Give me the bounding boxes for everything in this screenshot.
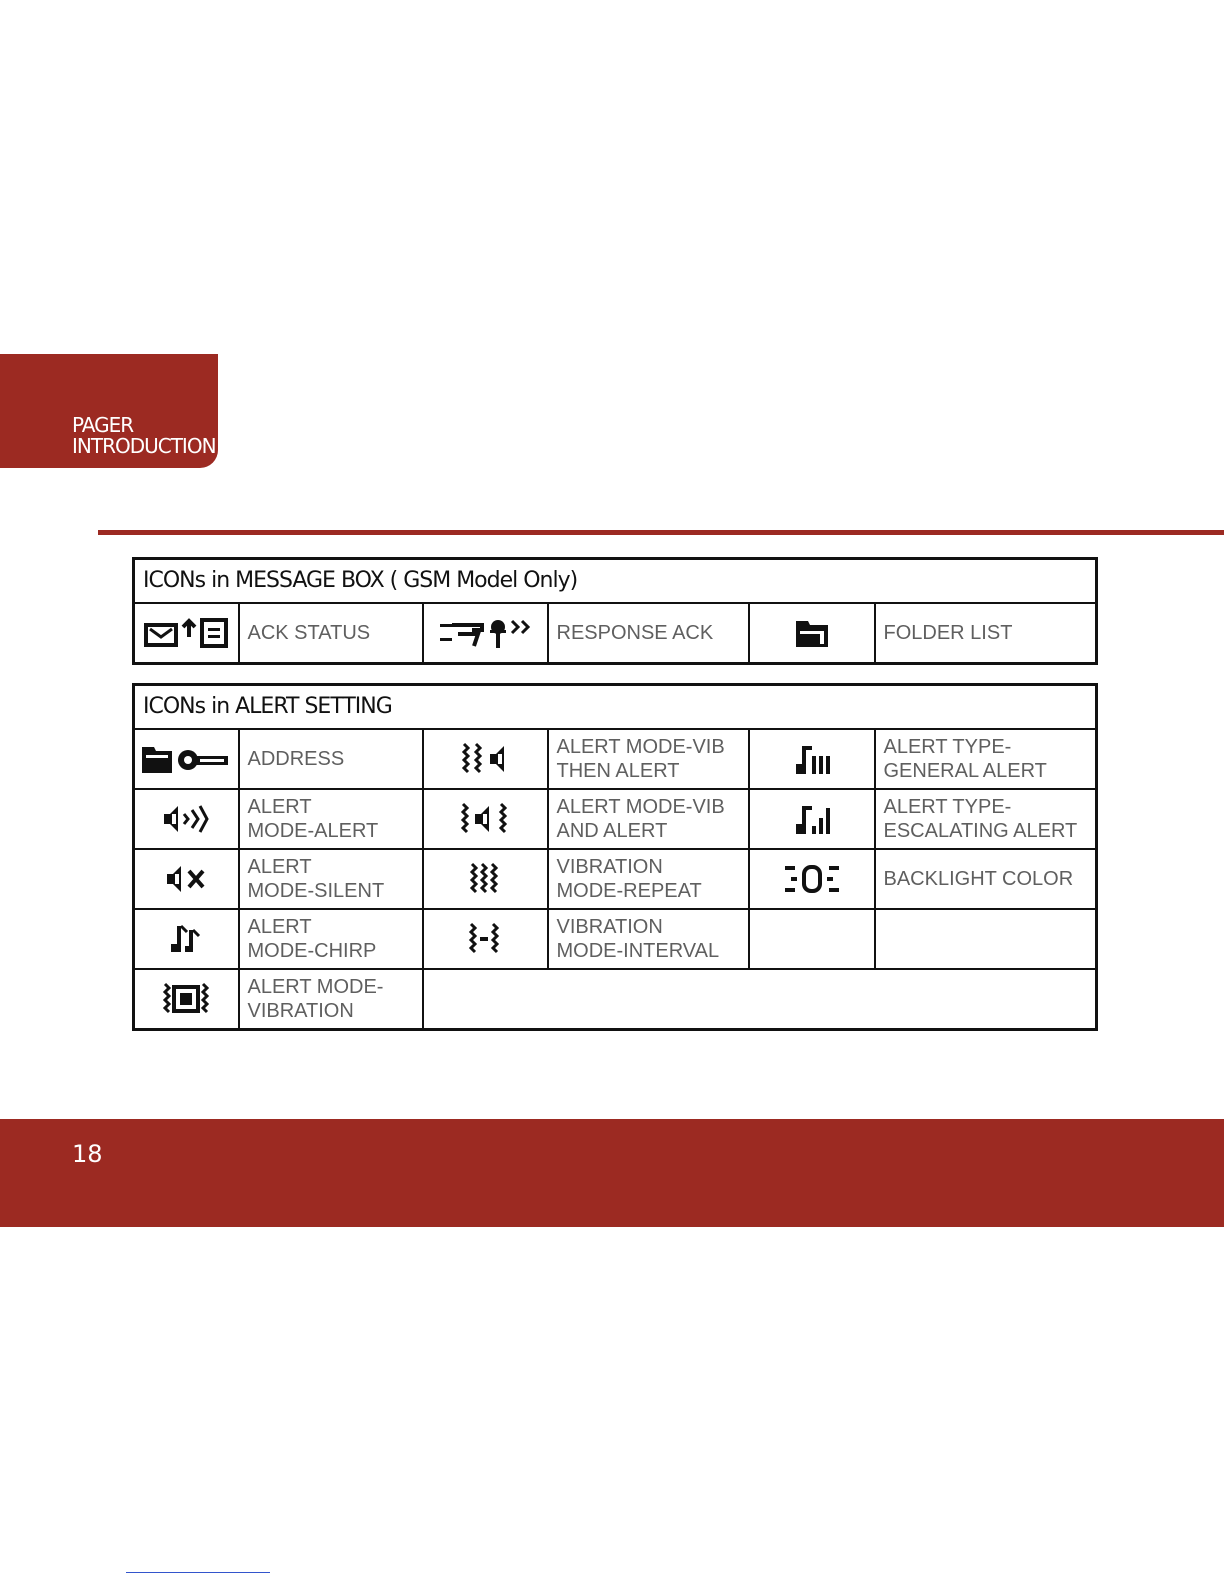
escalating-alert-line2: ESCALATING ALERT: [883, 820, 1078, 842]
ack-status-label: ACK STATUS: [239, 603, 423, 664]
general-alert-line1: ALERT TYPE-: [883, 736, 1012, 758]
general-alert-line2: GENERAL ALERT: [883, 760, 1047, 782]
vib-then-alert-line1: ALERT MODE-VIB: [556, 736, 725, 758]
mode-silent-line2: MODE-SILENT: [247, 880, 385, 902]
vib-and-alert-line1: ALERT MODE-VIB: [556, 796, 725, 818]
page-number: 18: [72, 1140, 103, 1168]
chirp-icon: [134, 909, 239, 969]
message-box-icons-table: [132, 557, 1098, 665]
alert-setting-header: ICONs in ALERT SETTING: [134, 685, 1097, 730]
escalating-alert-line1: ALERT TYPE-: [883, 796, 1012, 818]
mode-chirp-line1: ALERT: [247, 916, 312, 938]
vib-then-alert-label: [548, 729, 749, 789]
section-tab-line1: PAGER: [72, 413, 134, 437]
empty-cell: [423, 969, 1097, 1030]
vib-and-alert-label: [548, 789, 749, 849]
vibration-repeat-line1: VIBRATION: [556, 856, 663, 878]
mode-chirp-line2: MODE-CHIRP: [247, 940, 377, 962]
escalating-alert-label: [875, 789, 1097, 849]
response-ack-label: RESPONSE ACK: [548, 603, 749, 664]
vib-and-alert-line2: AND ALERT: [556, 820, 668, 842]
mode-vibration-label: [239, 969, 423, 1030]
vibration-icon: [134, 969, 239, 1030]
speaker-mute-icon: [134, 849, 239, 909]
section-divider: [98, 530, 1224, 535]
backlight-icon: [749, 849, 875, 909]
vib-and-alert-icon: [423, 789, 548, 849]
mode-alert-line2: MODE-ALERT: [247, 820, 379, 842]
section-tab-line2: INTRODUCTION: [72, 434, 216, 458]
ack-status-icon: [134, 603, 239, 664]
vibration-interval-label: [548, 909, 749, 969]
section-tab-label: [72, 415, 216, 457]
message-box-header: ICONs in MESSAGE BOX ( GSM Model Only): [134, 559, 1097, 604]
backlight-color-label: BACKLIGHT COLOR: [875, 849, 1097, 909]
alert-setting-icons-table: [132, 683, 1098, 1031]
vibration-repeat-line2: MODE-REPEAT: [556, 880, 702, 902]
speaker-sound-icon: [134, 789, 239, 849]
escalating-alert-icon: [749, 789, 875, 849]
general-alert-icon: [749, 729, 875, 789]
folder-icon: [749, 603, 875, 664]
empty-cell: [749, 909, 875, 969]
mode-silent-line1: ALERT: [247, 856, 312, 878]
mode-vibration-line1: ALERT MODE-: [247, 976, 384, 998]
mode-silent-label: [239, 849, 423, 909]
empty-cell: [875, 909, 1097, 969]
general-alert-label: [875, 729, 1097, 789]
address-icon: [134, 729, 239, 789]
mode-alert-line1: ALERT: [247, 796, 312, 818]
vibration-interval-icon: [423, 909, 548, 969]
vibration-repeat-icon: [423, 849, 548, 909]
mode-chirp-label: [239, 909, 423, 969]
footer-band: [0, 1119, 1224, 1227]
address-label: ADDRESS: [239, 729, 423, 789]
mode-alert-label: [239, 789, 423, 849]
response-ack-icon: [423, 603, 548, 664]
mode-vibration-line2: VIBRATION: [247, 1000, 354, 1022]
divider-line: [126, 1572, 270, 1573]
vibration-repeat-label: [548, 849, 749, 909]
vib-then-alert-line2: THEN ALERT: [556, 760, 680, 782]
vibration-interval-line1: VIBRATION: [556, 916, 663, 938]
vib-then-alert-icon: [423, 729, 548, 789]
folder-list-label: FOLDER LIST: [875, 603, 1097, 664]
vibration-interval-line2: MODE-INTERVAL: [556, 940, 720, 962]
